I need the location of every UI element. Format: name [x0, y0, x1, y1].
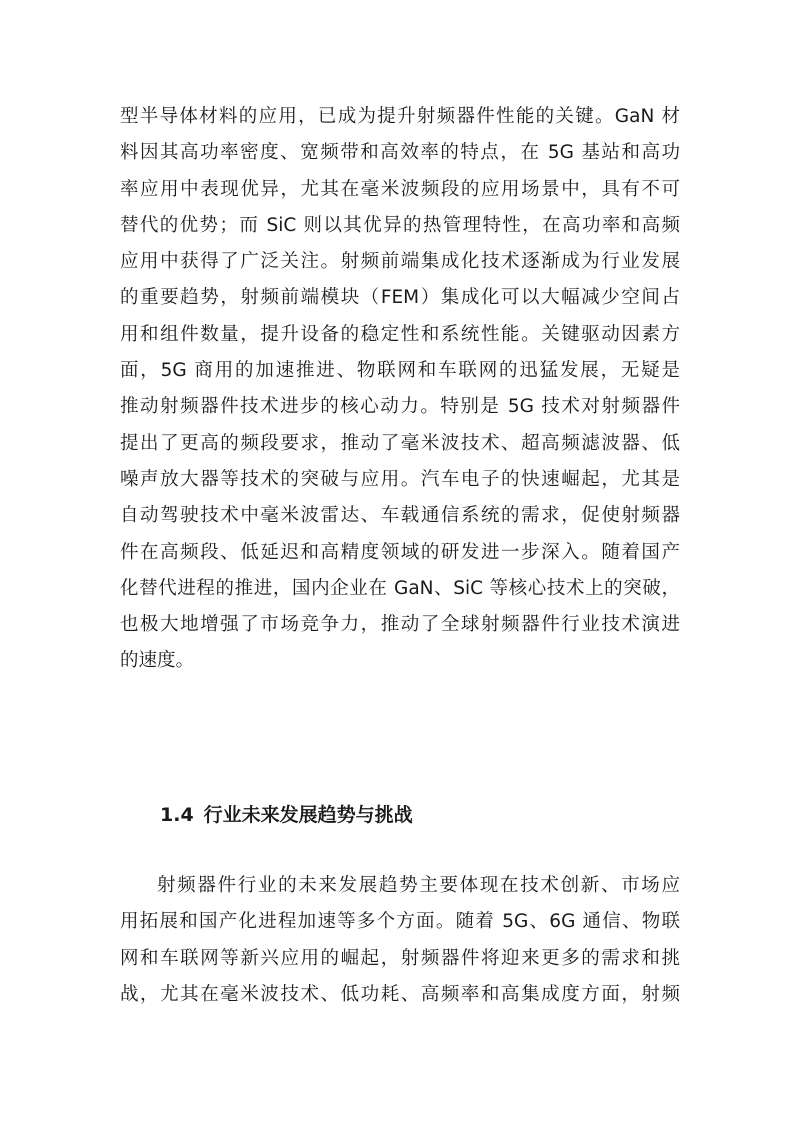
paragraph-line: 替代的优势；而 SiC 则以其优异的热管理特性，在高功率和高频 — [120, 214, 680, 236]
paragraph-line: 噪声放大器等技术的突破与应用。汽车电子的快速崛起，尤其是 — [120, 468, 680, 490]
section-title: 行业未来发展趋势与挑战 — [203, 804, 413, 826]
section-heading — [160, 797, 413, 833]
paragraph-line: 料因其高功率密度、宽频带和高效率的特点，在 5G 基站和高功 — [120, 142, 680, 164]
paragraph-line: 网和车联网等新兴应用的崛起，射频器件将迎来更多的需求和挑 — [120, 947, 680, 969]
paragraph-line: 射频器件行业的未来发展趋势主要体现在技术创新、市场应 — [157, 875, 680, 896]
paragraph-line: 用和组件数量，提升设备的稳定性和系统性能。关键驱动因素方 — [120, 323, 680, 345]
paragraph-line: 应用中获得了广泛关注。射频前端集成化技术逐渐成为行业发展 — [120, 251, 680, 273]
paragraph-line: 化替代进程的推进，国内企业在 GaN、SiC 等核心技术上的突破， — [120, 577, 680, 599]
paragraph-line: 推动射频器件技术进步的核心动力。特别是 5G 技术对射频器件 — [120, 396, 680, 418]
paragraph-line: 的重要趋势，射频前端模块（FEM）集成化可以大幅减少空间占 — [120, 287, 680, 309]
body-paragraph — [120, 868, 680, 1013]
paragraph-line: 战，尤其在毫米波技术、低功耗、高频率和高集成度方面，射频 — [120, 983, 680, 1005]
paragraph-line: 型半导体材料的应用，已成为提升射频器件性能的关键。GaN 材 — [120, 106, 680, 127]
paragraph-line: 面，5G 商用的加速推进、物联网和车联网的迅猛发展，无疑是 — [120, 360, 680, 382]
paragraph-line: 用拓展和国产化进程加速等多个方面。随着 5G、6G 通信、物联 — [120, 911, 680, 933]
paragraph-line: 提出了更高的频段要求，推动了毫米波技术、超高频滤波器、低 — [120, 432, 680, 454]
paragraph-line: 也极大地增强了市场竞争力，推动了全球射频器件行业技术演进 — [120, 614, 680, 636]
body-paragraph — [120, 99, 680, 680]
section-number: 1.4 — [160, 804, 194, 826]
paragraph-line: 的速度。 — [120, 650, 195, 672]
paragraph-line: 自动驾驶技术中毫米波雷达、车载通信系统的需求，促使射频器 — [120, 505, 680, 527]
paragraph-line: 件在高频段、低延迟和高精度领域的研发进一步深入。随着国产 — [120, 541, 680, 563]
paragraph-line: 率应用中表现优异，尤其在毫米波频段的应用场景中，具有不可 — [120, 178, 680, 200]
